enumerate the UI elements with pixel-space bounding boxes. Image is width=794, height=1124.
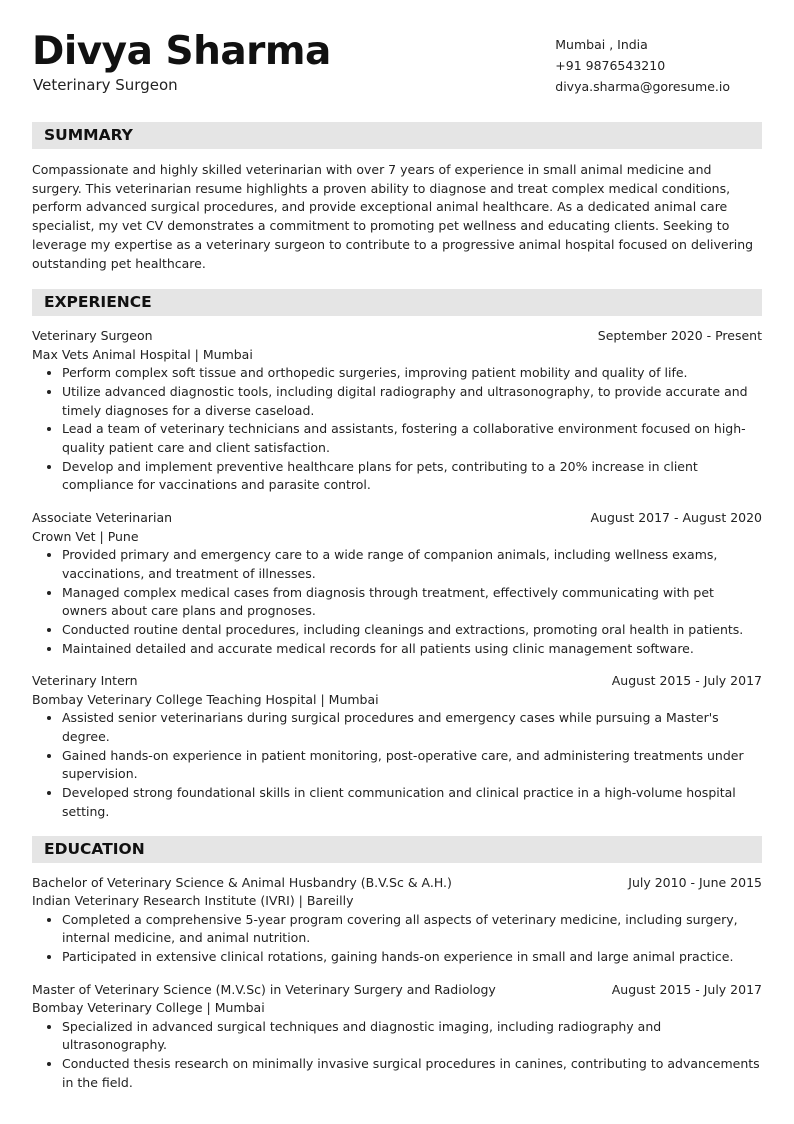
experience-list (32, 327, 762, 821)
entry-organization: Crown Vet | Pune (32, 528, 139, 544)
bullet-item: • Completed a comprehensive 5-year program covering all aspects of veterinary medicine, including surgery, internal medicine, and animal nutrition. (62, 911, 762, 948)
contact-phone: +91 9876543210 (555, 58, 666, 73)
experience-entry (32, 327, 762, 495)
entry-institution: Bombay Veterinary College | Mumbai (32, 1000, 265, 1016)
entry-header (32, 327, 762, 346)
entry-dates: September 2020 - Present (597, 328, 762, 344)
bullet-item: • Specialized in advanced surgical techniques and diagnostic imaging, including radiography and ultrasonography. (62, 1018, 762, 1055)
entry-bullets (32, 546, 762, 658)
entry-bullets (32, 364, 762, 495)
entry-dates: August 2017 - August 2020 (590, 510, 762, 526)
entry-role: Veterinary Surgeon (32, 328, 153, 344)
entry-organization: Max Vets Animal Hospital | Mumbai (32, 346, 253, 362)
entry-institution: Indian Veterinary Research Institute (IVRI) | Bareilly (32, 893, 354, 909)
contact-block (555, 34, 730, 97)
bullet-item: • Utilize advanced diagnostic tools, including digital radiography and ultrasonography, to provide accurate and timely diagnoses for a diverse caseload. (62, 383, 762, 420)
bullet-item: • Conducted thesis research on minimally invasive surgical procedures in canines, contributing to advancements in the field. (62, 1055, 762, 1092)
bullet-item: • Maintained detailed and accurate medical records for all patients using clinic management software. (62, 640, 762, 659)
entry-dates: July 2010 - June 2015 (628, 874, 762, 890)
experience-entry (32, 672, 762, 821)
candidate-title: Veterinary Surgeon (33, 76, 178, 94)
contact-location: Mumbai , India (555, 37, 648, 52)
entry-dates: August 2015 - July 2017 (611, 981, 762, 997)
entry-role: Associate Veterinarian (32, 510, 173, 526)
experience-heading: EXPERIENCE (32, 289, 762, 316)
bullet-item: • Assisted senior veterinarians during surgical procedures and emergency cases while pursuing a Master's degree. (62, 709, 762, 746)
entry-bullets (32, 1018, 762, 1093)
bullet-item: • Gained hands-on experience in patient monitoring, post-operative care, and administering treatments under supervision. (62, 747, 762, 784)
education-entry (32, 981, 762, 1093)
entry-dates: August 2015 - July 2017 (611, 673, 762, 689)
entry-header (32, 981, 762, 1000)
experience-entry (32, 509, 762, 658)
entry-header (32, 672, 762, 691)
entry-organization: Bombay Veterinary College Teaching Hospital | Mumbai (32, 691, 379, 707)
education-heading: EDUCATION (32, 836, 762, 863)
bullet-item: • Managed complex medical cases from diagnosis through treatment, effectively communicating with pet owners about care plans and prognoses. (62, 584, 762, 621)
summary-text: Compassionate and highly skilled veterinarian with over 7 years of experience in small animal medicine and surgery. This veterinarian resume highlights a proven ability to diagnose and treat complex medical conditions, perform advanced surgical procedures, and provide exceptional animal healthcare. As a dedicated animal care specialist, my vet CV demonstrates a commitment to promoting pet wellness and educating clients. Seeking to leverage my expertise as a veterinary surgeon to contribute to a progressive animal hospital focused on delivering outstanding pet healthcare. (32, 162, 754, 271)
bullet-item: • Lead a team of veterinary technicians and assistants, fostering a collaborative environment focused on high-quality patient care and client satisfaction. (62, 420, 762, 457)
entry-bullets (32, 709, 762, 821)
education-list (32, 874, 762, 1093)
entry-role: Veterinary Intern (32, 673, 138, 689)
entry-bullets (32, 911, 762, 967)
bullet-item: • Provided primary and emergency care to a wide range of companion animals, including wellness exams, vaccinations, and treatment of illnesses. (62, 546, 762, 583)
summary-heading: SUMMARY (32, 122, 762, 149)
bullet-item: • Developed strong foundational skills in client communication and clinical practice in a high-volume hospital setting. (62, 784, 762, 821)
entry-degree: Master of Veterinary Science (M.V.Sc) in Veterinary Surgery and Radiology (32, 981, 496, 997)
bullet-item: • Perform complex soft tissue and orthopedic surgeries, improving patient mobility and quality of life. (62, 364, 762, 383)
entry-degree: Bachelor of Veterinary Science & Animal Husbandry (B.V.Sc & A.H.) (32, 874, 452, 890)
candidate-name: Divya Sharma (32, 29, 331, 74)
bullet-item: • Conducted routine dental procedures, including cleanings and extractions, promoting oral health in patients. (62, 621, 762, 640)
bullet-item: • Develop and implement preventive healthcare plans for pets, contributing to a 20% increase in client compliance for vaccinations and parasite control. (62, 458, 762, 495)
contact-email: divya.sharma@goresume.io (555, 79, 730, 94)
resume-header (32, 0, 762, 110)
entry-header (32, 509, 762, 528)
education-entry (32, 874, 762, 967)
entry-header (32, 874, 762, 893)
bullet-item: • Participated in extensive clinical rotations, gaining hands-on experience in small and large animal practice. (62, 948, 762, 967)
